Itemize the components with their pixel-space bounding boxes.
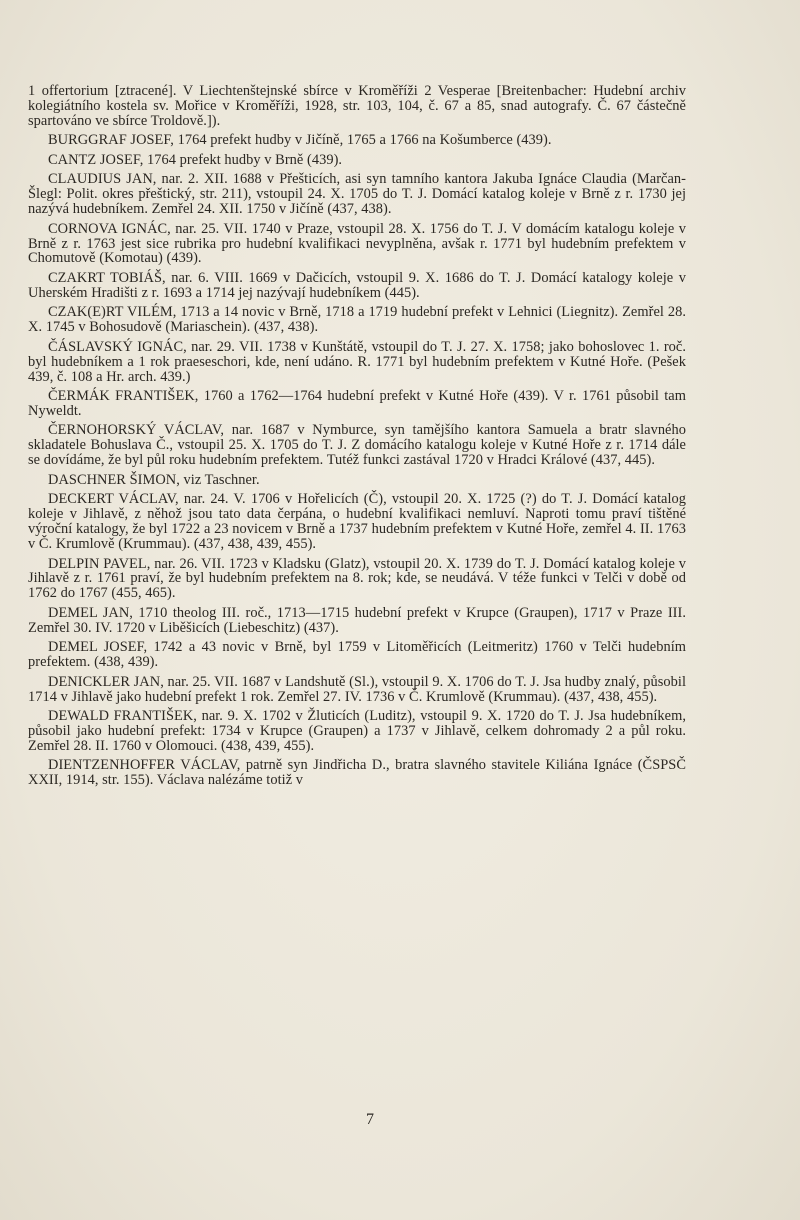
entry-paragraph: DASCHNER ŠIMON, viz Taschner. bbox=[48, 471, 260, 488]
entry-paragraph: ČÁSLAVSKÝ IGNÁC, nar. 29. VII. 1738 v Kunštátě, vstoupil do T. J. 27. X. 1758; jako bohoslovec 1. roč. byl hudebníkem a 1 rok praeseschori, kde, není udáno. R. 1771 byl hudebním prefektem v Kutné Hoře. (Pešek 439, č. 108 a Hr. arch. 439.) bbox=[28, 338, 686, 385]
entry-paragraph: DEMEL JAN, 1710 theolog III. roč., 1713—1715 hudební prefekt v Krupce (Graupen), 1717 v Praze III. Zemřel 30. IV. 1720 v Liběšicích (Liebeschitz) (437). bbox=[28, 604, 686, 636]
entry-paragraph: CZAKRT TOBIÁŠ, nar. 6. VIII. 1669 v Dačicích, vstoupil 9. X. 1686 do T. J. Domácí katalogy koleje v Uherském Hradišti z r. 1693 a 1714 jej nazývají hudebníkem (445). bbox=[28, 269, 686, 301]
entry-paragraph: CZAK(E)RT VILÉM, 1713 a 14 novic v Brně, 1718 a 1719 hudební prefekt v Lehnici (Liegnitz). Zemřel 28. X. 1745 v Bohosudově (Mariaschein). (437, 438). bbox=[28, 304, 686, 336]
entry-paragraph: ČERNOHORSKÝ VÁCLAV, nar. 1687 v Nymburce, syn tamějšího kantora Samuela a bratr slavného skladatele Bohuslava Č., vstoupil 25. X. 1705 do T. J. Z domácího katalogu koleje v Kutné Hoře z r. 1714 dále se dovídáme, že byl půl roku hudebním prefektem. Tutéž funkci zastával 1720 v Hradci Králové (437, 445). bbox=[28, 422, 686, 469]
entry-paragraph: ČERMÁK FRANTIŠEK, 1760 a 1762—1764 hudební prefekt v Kutné Hoře (439). V r. 1761 působil tam Nyweldt. bbox=[28, 388, 686, 419]
entry-paragraph: DEWALD FRANTIŠEK, nar. 9. X. 1702 v Žluticích (Luditz), vstoupil 9. X. 1720 do T. J. Jsa hudebníkem, působil jako hudební prefekt: 1734 v Krupce (Graupen) a 1737 v Jihlavě, celkem dohromady 2 a půl roku. Zemřel 28. II. 1760 v Olomouci. (438, 439, 455). bbox=[28, 708, 686, 754]
entry-paragraph: CANTZ JOSEF, 1764 prefekt hudby v Brně (439). bbox=[48, 151, 343, 168]
entry-paragraph: DECKERT VÁCLAV, nar. 24. V. 1706 v Hořelicích (Č), vstoupil 20. X. 1725 (?) do T. J. Domácí katalog koleje v Jihlavě, z něhož jsou tato data čerpána, o hudební kvalifikaci nemluví. Naproti tomu praví tištěné výroční katalogy, že byl 1722 a 23 novicem v Brně a 1737 hudebním prefektem v Kutné Hoře, zemřel 4. II. 1763 v Č. Krumlově (Krummau). (437, 438, 439, 455). bbox=[28, 491, 686, 552]
body-text bbox=[28, 84, 686, 793]
entry-paragraph: DELPIN PAVEL, nar. 26. VII. 1723 v Kladsku (Glatz), vstoupil 20. X. 1739 do T. J. Domácí katalog koleje v Jihlavě z r. 1761 praví, že byl hudebním prefektem na 8. rok; kde, se neudává. V téže funkci v Telči v době od 1762 do 1767 (455, 465). bbox=[28, 555, 686, 602]
entry-paragraph: 1 offertorium [ztracené]. V Liechtenštejnské sbírce v Kroměříži 2 Vesperae [Breitenbacher: Hudební archiv kolegiátního kostela sv. Mořice v Kroměříži, 1928, str. 103, 104, č. 67 a 85, snad autografy. Č. 67 částečně spartováno ve sbírce Troldově.]). bbox=[28, 83, 686, 129]
entry-paragraph: CLAUDIUS JAN, nar. 2. XII. 1688 v Přešticích, asi syn tamního kantora Jakuba Ignáce Claudia (Marčan-Šlegl: Polit. okres přeštický, str. 211), vstoupil 24. X. 1705 do T. J. Domácí katalog koleje v Brně z r. 1730 jej nazývá hudebníkem. Zemřel 24. XII. 1750 v Jičíně (437, 438). bbox=[28, 171, 686, 218]
entry-paragraph: CORNOVA IGNÁC, nar. 25. VII. 1740 v Praze, vstoupil 28. X. 1756 do T. J. V domácím katalogu koleje v Brně z r. 1763 jest sice rubrika pro hudební kvalifikaci nevyplněna, avšak r. 1771 byl hudebním prefektem v Chomutově (Komotau) (439). bbox=[28, 220, 686, 267]
entry-paragraph: DENICKLER JAN, nar. 25. VII. 1687 v Landshutě (Sl.), vstoupil 9. X. 1706 do T. J. Jsa hudby znalý, působil 1714 v Jihlavě jako hudební prefekt 1 rok. Zemřel 27. IV. 1736 v Č. Krumlově (Krummau). (437, 438, 455). bbox=[28, 673, 686, 705]
entry-paragraph: BURGGRAF JOSEF, 1764 prefekt hudby v Jičíně, 1765 a 1766 na Košumberce (439). bbox=[48, 132, 552, 149]
page-number: 7 bbox=[366, 1111, 374, 1128]
entry-paragraph: DEMEL JOSEF, 1742 a 43 novic v Brně, byl 1759 v Litoměřicích (Leitmeritz) 1760 v Telči hudebním prefektem. (438, 439). bbox=[28, 639, 686, 671]
entry-paragraph: DIENTZENHOFFER VÁCLAV, patrně syn Jindřicha D., bratra slavného stavitele Kiliána Ignáce (ČSPSČ XXII, 1914, str. 155). Václava nalézáme totiž v bbox=[28, 757, 686, 789]
